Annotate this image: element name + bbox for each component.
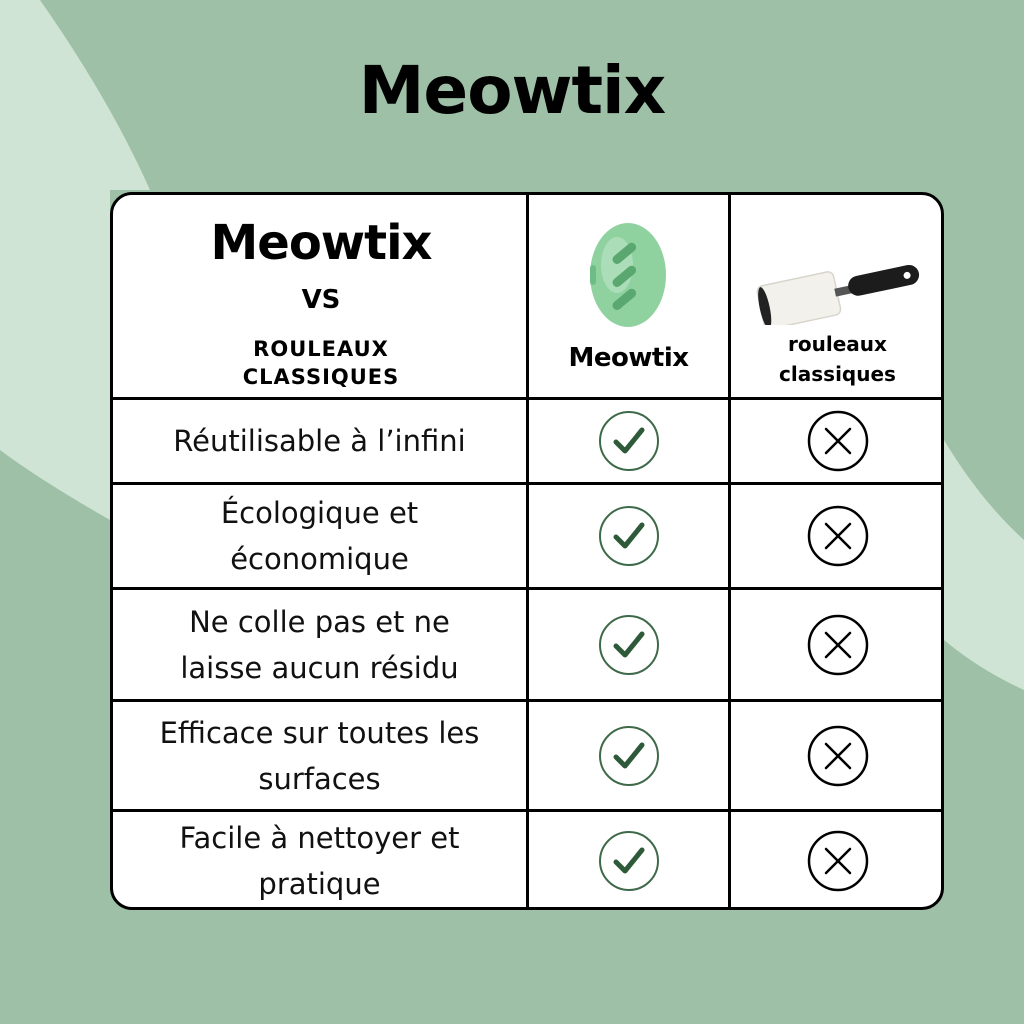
classic-mark-cell (731, 400, 944, 482)
classic-mark-cell (731, 812, 944, 910)
feature-label-line2: pratique (258, 867, 381, 901)
lint-roller-image (748, 250, 928, 325)
feature-label (113, 590, 526, 699)
feature-label-line1: Ne colle pas et ne (189, 604, 450, 639)
feature-label-line1: Réutilisable à l’infini (173, 424, 466, 458)
cross-icon (807, 725, 869, 787)
comparison-table (110, 192, 944, 910)
meowtix-mark-cell (529, 702, 728, 809)
page-title: Meowtix (358, 52, 666, 129)
cross-icon (807, 505, 869, 567)
check-icon (598, 505, 660, 567)
meowtix-product-image (583, 217, 673, 337)
meowtix-mark-cell (529, 590, 728, 699)
check-icon (598, 725, 660, 787)
column-label-classic (731, 329, 944, 389)
column-label-meowtix: Meowtix (568, 343, 689, 373)
check-icon (598, 830, 660, 892)
feature-label-line2: économique (230, 542, 409, 576)
feature-label (113, 485, 526, 587)
meowtix-mark-cell (529, 400, 728, 482)
header-brand: Meowtix (210, 215, 432, 271)
feature-label-line1: Écologique et (220, 496, 419, 530)
feature-label (113, 400, 526, 482)
column-label-classic-line2: classiques (779, 362, 896, 386)
header-subtitle-line1: ROULEAUX (253, 337, 389, 361)
feature-label-line1: Efficace sur toutes les (159, 715, 480, 750)
cross-icon (807, 614, 869, 676)
feature-label (113, 812, 526, 910)
feature-label (113, 702, 526, 809)
header-subtitle (113, 335, 529, 391)
header-vs: VS (301, 285, 341, 315)
feature-label-line1: Facile à nettoyer et (179, 821, 460, 855)
meowtix-mark-cell (529, 485, 728, 587)
header-subtitle-line2: CLASSIQUES (242, 365, 400, 389)
classic-mark-cell (731, 485, 944, 587)
cross-icon (807, 830, 869, 892)
classic-mark-cell (731, 590, 944, 699)
feature-label-line2: laisse aucun résidu (180, 650, 459, 685)
cross-icon (807, 410, 869, 472)
check-icon (598, 614, 660, 676)
classic-mark-cell (731, 702, 944, 809)
column-label-classic-line1: rouleaux (788, 332, 887, 356)
feature-label-line2: surfaces (258, 761, 381, 796)
check-icon (598, 410, 660, 472)
meowtix-mark-cell (529, 812, 728, 910)
